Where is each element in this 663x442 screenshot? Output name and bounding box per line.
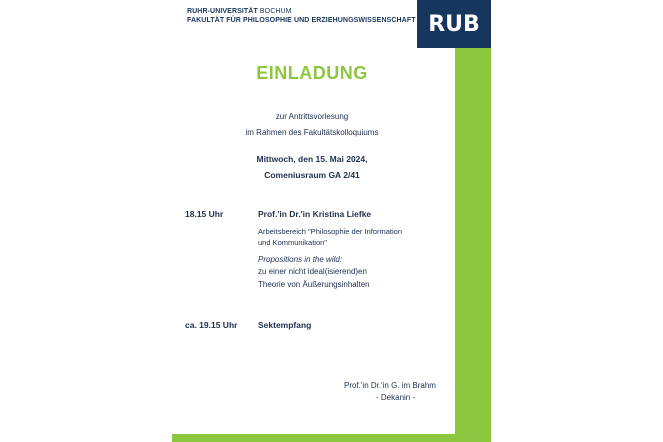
program-time-2: ca. 19.15 Uhr [185,320,238,330]
dean-name: Prof.'in Dr.'in G. im Brahm [344,381,436,390]
rub-logo [417,0,491,48]
reception-label: Sektempfang [258,320,312,330]
program-time-1: 18.15 Uhr [185,209,224,219]
dean-title: - Dekanin - [376,393,416,402]
faculty-name: FAKULTÄT FÜR PHILOSOPHIE UND ERZIEHUNGSWISSENSCHAFT [187,17,416,24]
invitation-subtitle-1: zur Antrittsvorlesung [275,112,349,121]
university-name [187,8,292,15]
event-room: Comeniusraum GA 2/41 [264,170,360,180]
talk-title-italic: Propositions in the wild: [258,255,343,264]
green-side-bar [455,48,491,442]
speaker-name: Prof.'in Dr.'in Kristina Liefke [258,209,372,219]
speaker-area-line-2: und Kommunikation" [258,238,327,247]
green-bottom-bar [172,434,491,442]
rub-logo-text: RUB [428,11,480,37]
event-date: Mittwoch, den 15. Mai 2024, [256,154,368,164]
invitation-title: EINLADUNG [256,63,368,83]
invitation-subtitle-2: im Rahmen des Fakultätskolloquiums [245,128,379,137]
talk-title-line-2: zu einer nicht ideal(isierend)en [258,267,367,276]
university-name-bold: RUHR-UNIVERSITÄT [187,8,258,15]
university-name-city: BOCHUM [259,8,292,15]
speaker-area-line-1: Arbeitsbereich "Philosophie der Information [258,227,402,236]
talk-title-line-3: Theorie von Äußerungsinhalten [258,280,370,289]
